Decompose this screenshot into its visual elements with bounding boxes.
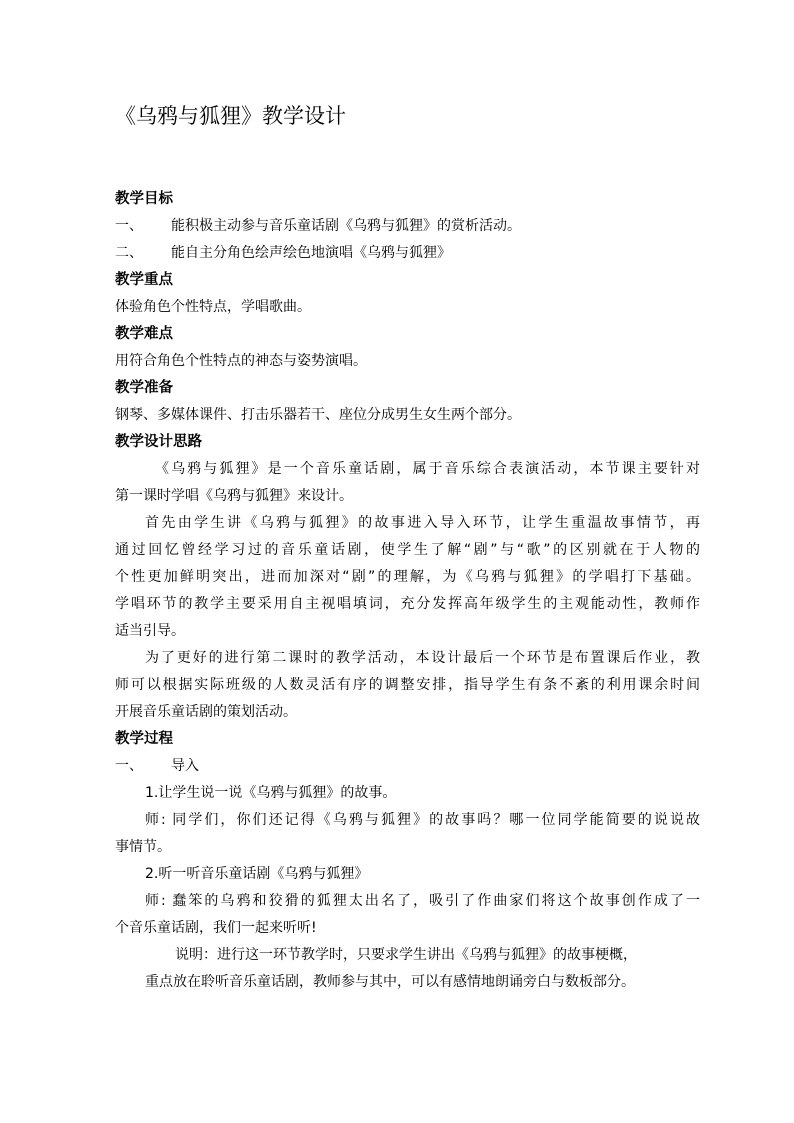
process-line: 1.让学生说一说《乌鸦与狐狸》的故事。 [145,785,397,801]
focus-heading: 教学重点 [115,272,173,288]
goal-text: 能积极主动参与音乐童话剧《乌鸦与狐狸》的赏析活动。 [171,218,521,234]
prep-text: 钢琴、多媒体课件、打击乐器若干、座位分成男生女生两个部分。 [115,407,521,423]
paragraph-line: 第一课时学唱《乌鸦与狐狸》来设计。 [115,488,353,504]
document-body [115,186,700,996]
process-line: 师: 蠢笨的乌鸦和狡猾的狐狸太出名了，吸引了作曲家们将这个故事创作成了一 [145,893,700,909]
prep-heading: 教学准备 [115,380,173,396]
paragraph-line: 为了更好的进行第二课时的教学活动，本设计最后一个环节是布置课后作业，教 [145,650,700,666]
document-title: 《乌鸦与狐狸》教学设计 [115,104,346,128]
paragraph-line: 个性更加鲜明突出，进而加深对“剧”的理解，为《乌鸦与狐狸》的学唱打下基础。 [115,569,700,585]
paragraph-line: 师可以根据实际班级的人数灵活有序的调整安排，指导学生有条不紊的利用课余时间 [115,677,700,693]
goal-number: 一、 [115,218,143,234]
paragraph-line: 适当引导。 [115,623,185,639]
paragraph-line: 开展音乐童话剧的策划活动。 [115,704,297,720]
process-line: 说明：进行这一环节教学时，只要求学生讲出《乌鸦与狐狸》的故事梗概， [175,947,637,963]
process-line: 个音乐童话剧，我们一起来听听! [115,920,317,936]
idea-heading: 教学设计思路 [115,434,202,450]
goals-heading: 教学目标 [115,191,173,207]
goal-number: 二、 [115,245,143,261]
goal-text: 能自主分角色绘声绘色地演唱《乌鸦与狐狸》 [171,245,451,261]
process-line: 师: 同学们，你们还记得《乌鸦与狐狸》的故事吗？哪一位同学能简要的说说故 [145,812,700,828]
focus-text: 体验角色个性特点，学唱歌曲。 [115,299,311,315]
difficulty-text: 用符合角色个性特点的神态与姿势演唱。 [115,353,367,369]
paragraph-line: 首先由学生讲《乌鸦与狐狸》的故事进入导入环节，让学生重温故事情节，再 [145,515,700,531]
process-line: 事情节。 [115,839,171,855]
difficulty-heading: 教学难点 [115,326,173,342]
section-number: 一、 [115,758,143,774]
process-line: 重点放在聆听音乐童话剧，教师参与其中，可以有感情地朗诵旁白与数板部分。 [145,974,635,990]
process-heading: 教学过程 [115,731,173,747]
goal-item-2 [115,240,700,267]
paragraph-line: 通过回忆曾经学习过的音乐童话剧，使学生了解“剧”与“歌”的区别就在于人物的 [115,542,700,558]
paragraph-line: 学唱环节的教学主要采用自主视唱填词，充分发挥高年级学生的主观能动性，教师作 [115,596,700,612]
process-section-title [115,753,700,780]
process-line: 2.听一听音乐童话剧《乌鸦与狐狸》 [145,866,369,882]
paragraph-line: 《乌鸦与狐狸》是一个音乐童话剧，属于音乐综合表演活动，本节课主要针对 [155,461,700,477]
goal-item-1 [115,213,700,240]
section-title: 导入 [171,758,199,774]
